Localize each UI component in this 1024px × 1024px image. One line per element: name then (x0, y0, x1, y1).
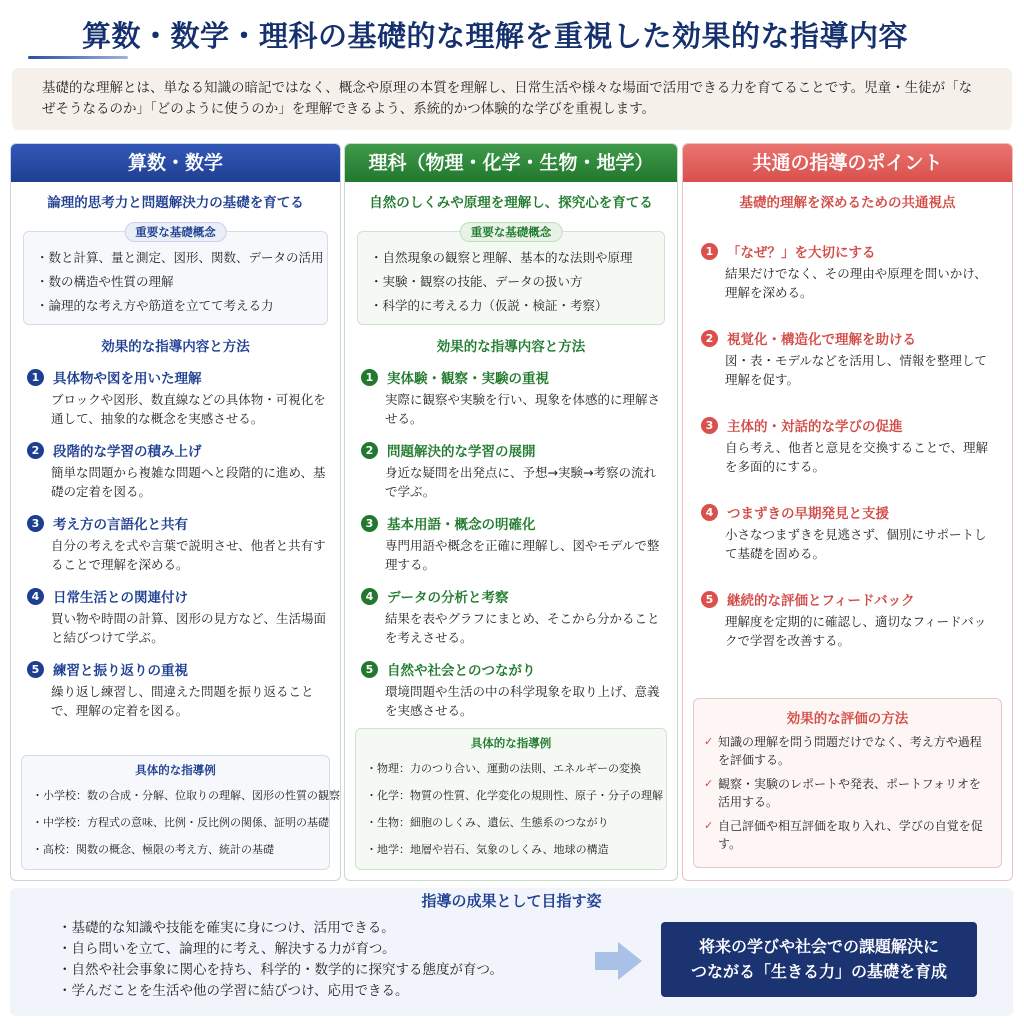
number-badge-icon: 1 (27, 369, 44, 386)
science-example-item: ・ 化学：物質の性質、化学変化の規則性、原子・分子の理解 (364, 782, 658, 809)
math-points (11, 367, 340, 720)
math-examples-box (21, 755, 340, 870)
common-point-title: 主体的・対話的な学びの促進 (727, 419, 903, 435)
science-point-title: 実体験・観察・実験の重視 (387, 371, 549, 387)
number-badge-icon: 2 (701, 330, 718, 347)
science-example-item: ・ 地学：地層や岩石、気象のしくみ、地球の構造 (364, 836, 658, 863)
page-title: 算数・数学・理科の基礎的な理解を重視した効果的な指導内容 (82, 19, 909, 53)
common-point-title: 「なぜ？」を大切にする (727, 245, 876, 261)
science-point-desc: 実際に観察や実験を行い、現象を体感的に理解させる。 (385, 392, 661, 426)
math-point-desc: 買い物や時間の計算、図形の見方など、生活場面と結びつけて学ぶ。 (51, 611, 327, 645)
outcome-section (10, 888, 1013, 1016)
science-examples-label: 具体的な指導例 (470, 736, 552, 750)
title-underline (28, 56, 128, 59)
science-point (361, 586, 663, 647)
science-point-title: 問題解決的な学習の展開 (387, 444, 536, 460)
number-badge-icon: 1 (361, 369, 378, 386)
number-badge-icon: 3 (27, 515, 44, 532)
number-badge-icon: 2 (361, 442, 378, 459)
outcome-title: 指導の成果として目指す姿 (421, 892, 602, 910)
common-point-desc: 理解度を定期的に確認し、適切なフィードバックで学習を改善する。 (725, 614, 987, 648)
math-point-desc: 簡単な問題から複雑な問題へと段階的に進め、基礎の定着を図る。 (51, 465, 326, 499)
science-concept-item: ・ 科学的に考える力（仮説・検証・考察） (366, 294, 656, 318)
number-badge-icon: 5 (361, 661, 378, 678)
common-header: 共通の指導のポイント (683, 144, 1012, 182)
evaluation-item: ✓ 観察・実験のレポートや発表、ポートフォリオを活用する。 (704, 775, 991, 811)
science-point-desc: 環境問題や生活の中の科学現象を取り上げ、意義を実感させる。 (385, 684, 660, 718)
number-badge-icon: 3 (701, 417, 718, 434)
number-badge-icon: 4 (701, 504, 718, 521)
science-column (344, 143, 678, 881)
math-methods-label: 効果的な指導内容と方法 (101, 339, 250, 355)
math-point-title: 段階的な学習の積み上げ (53, 444, 202, 460)
outcome-item: ・ 基礎的な知識や技能を確実に身につけ、活用できる。 (58, 918, 503, 939)
number-badge-icon: 2 (27, 442, 44, 459)
math-examples-label: 具体的な指導例 (135, 763, 216, 777)
common-point (701, 589, 998, 650)
common-point-desc: 小さなつまずきを見逃さず、個別にサポートして基礎を固める。 (725, 527, 987, 561)
result-line: つながる「生きる力」の基礎を育成 (690, 962, 947, 981)
math-concept-item: ・ 数と計算、量と測定、図形、関数、データの活用 (32, 246, 319, 270)
common-point (701, 415, 998, 476)
arrow-right-icon (618, 942, 642, 980)
science-concept-item: ・ 自然現象の観察と理解、基本的な法則や原理 (366, 246, 656, 270)
common-point (701, 502, 998, 563)
evaluation-box (693, 698, 1002, 868)
math-point-title: 練習と振り返りの重視 (53, 663, 188, 679)
math-example-item: ・ 小学校：数の合成・分解、位取りの理解、図形の性質の観察 (30, 782, 321, 809)
number-badge-icon: 4 (27, 588, 44, 605)
math-example-item: ・ 中学校：方程式の意味、比例・反比例の関係、証明の基礎 (30, 809, 321, 836)
common-point-title: 継続的な評価とフィードバック (727, 593, 915, 609)
science-header: 理科（物理・化学・生物・地学） (345, 144, 677, 182)
math-concepts-label: 重要な基礎概念 (124, 222, 227, 242)
math-point-desc: 繰り返し練習し、間違えた問題を振り返ることで、理解の定着を図る。 (51, 684, 314, 718)
common-point-desc: 図・表・モデルなどを活用し、情報を整理して理解を促す。 (725, 353, 987, 387)
math-point (27, 440, 326, 501)
number-badge-icon: 5 (27, 661, 44, 678)
science-point (361, 440, 663, 501)
science-examples-box (355, 728, 667, 870)
science-methods-label: 効果的な指導内容と方法 (436, 339, 586, 355)
science-example-item: ・ 生物：細胞のしくみ、遺伝、生態系のつながり (364, 809, 658, 836)
outcome-list (58, 918, 503, 1002)
science-point-desc: 専門用語や概念を正確に理解し、図やモデルで整理する。 (385, 538, 660, 572)
common-point-desc: 自ら考え、他者と意見を交換することで、理解を多面的にする。 (725, 440, 989, 474)
evaluation-label: 効果的な評価の方法 (786, 711, 909, 727)
science-concept-item: ・ 実験・観察の技能、データの扱い方 (366, 270, 656, 294)
outcome-item: ・ 学んだことを生活や他の学習に結びつけ、応用できる。 (58, 981, 503, 1002)
math-header: 算数・数学 (11, 144, 340, 182)
outcome-item: ・ 自然や社会事象に関心を持ち、科学的・数学的に探究する態度が育つ。 (58, 960, 503, 981)
math-concepts-box (23, 225, 328, 325)
math-concept-item: ・ 論理的な考え方や筋道を立てて考える力 (32, 294, 319, 318)
science-subtitle: 自然のしくみや原理を理解し、探究心を育てる (369, 195, 653, 211)
science-point-desc: 身近な疑問を出発点に、予想→実験→考察の流れで学ぶ。 (385, 465, 656, 499)
math-point (27, 513, 326, 574)
math-subtitle: 論理的思考力と問題解決力の基礎を育てる (47, 195, 304, 211)
number-badge-icon: 3 (361, 515, 378, 532)
title-area (0, 0, 1024, 62)
math-example-item: ・ 高校：関数の概念、極限の考え方、統計の基礎 (30, 836, 321, 863)
common-points (683, 241, 1012, 650)
science-example-item: ・ 物理：力のつり合い、運動の法則、エネルギーの変換 (364, 755, 658, 782)
science-point (361, 659, 663, 720)
science-point-desc: 結果を表やグラフにまとめ、そこから分かることを考えさせる。 (385, 611, 660, 645)
result-line: 将来の学びや社会での課題解決に (698, 937, 939, 956)
math-point (27, 659, 326, 720)
number-badge-icon: 1 (701, 243, 718, 260)
math-point-desc: ブロックや図形、数直線などの具体物・可視化を通して、抽象的な概念を実感させる。 (51, 392, 326, 426)
number-badge-icon: 4 (361, 588, 378, 605)
science-point-title: 自然や社会とのつながり (387, 663, 536, 679)
common-column (682, 143, 1013, 881)
science-point (361, 513, 663, 574)
math-point (27, 367, 326, 428)
math-point-desc: 自分の考えを式や言葉で説明させ、他者と共有することで理解を深める。 (51, 538, 326, 572)
science-point (361, 367, 663, 428)
science-concepts-label: 重要な基礎概念 (460, 222, 563, 242)
common-subtitle: 基礎的理解を深めるための共通視点 (739, 195, 956, 211)
intro-text: 基礎的な理解とは、単なる知識の暗記ではなく、概念や原理の本質を理解し、日常生活や様々な場面で活用できる力を育てることです。児童・生徒が「なぜそうなるのか」「どのように使うのか」を理解できるよう、系統的かつ体験的な学びを重視します。 (12, 68, 1012, 130)
math-point-title: 考え方の言語化と共有 (53, 517, 188, 533)
common-point-desc: 結果だけでなく、その理由や原理を問いかけ、理解を深める。 (725, 266, 987, 300)
common-point-title: 視覚化・構造化で理解を助ける (727, 332, 916, 348)
math-point-title: 日常生活との関連付け (53, 590, 188, 606)
math-point (27, 586, 326, 647)
number-badge-icon: 5 (701, 591, 718, 608)
common-point (701, 328, 998, 389)
evaluation-item: ✓ 知識の理解を問う問題だけでなく、考え方や過程を評価する。 (704, 733, 991, 769)
science-points (345, 367, 677, 720)
result-box (661, 922, 977, 997)
science-point-title: データの分析と考察 (387, 590, 509, 606)
common-point (701, 241, 998, 302)
math-column (10, 143, 341, 881)
evaluation-item: ✓ 自己評価や相互評価を取り入れ、学びの自覚を促す。 (704, 817, 991, 853)
outcome-item: ・ 自ら問いを立て、論理的に考え、解決する力が育つ。 (58, 939, 503, 960)
science-concepts-box (357, 225, 665, 325)
common-point-title: つまずきの早期発見と支援 (727, 506, 889, 522)
science-point-title: 基本用語・概念の明確化 (387, 517, 536, 533)
arrow-right-icon (595, 952, 619, 970)
math-concept-item: ・ 数の構造や性質の理解 (32, 270, 319, 294)
math-point-title: 具体物や図を用いた理解 (53, 371, 202, 387)
